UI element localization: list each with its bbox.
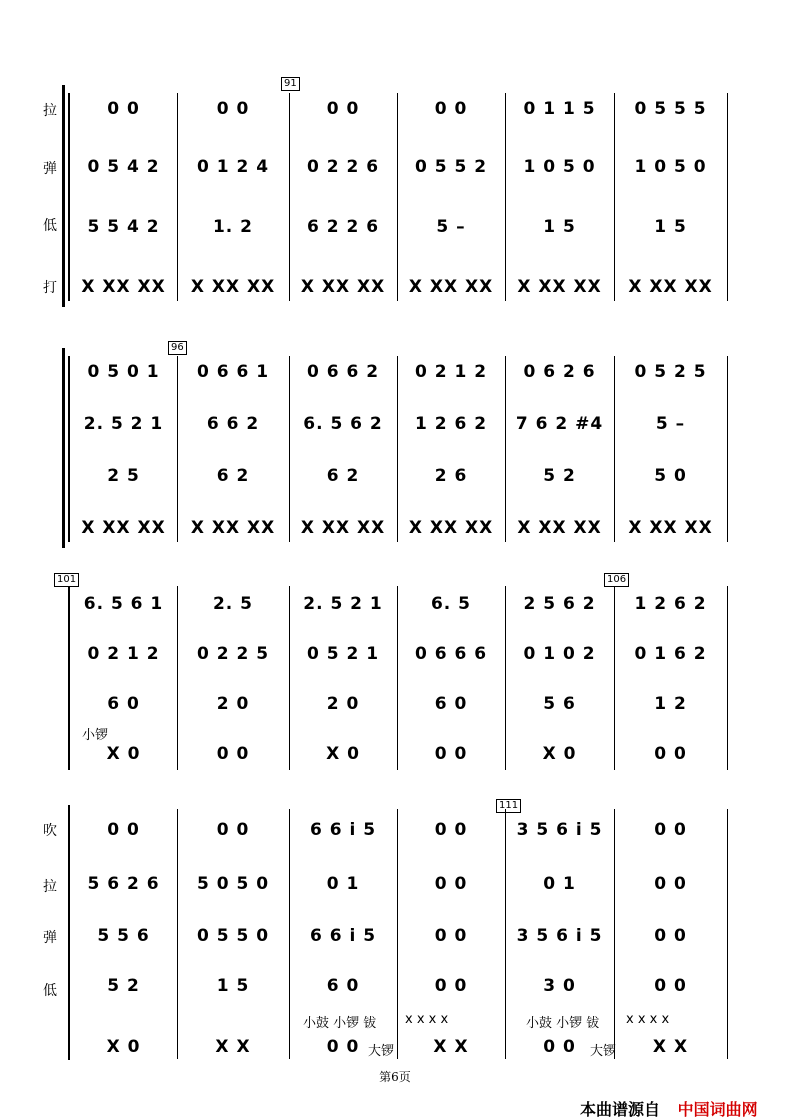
- measure-number: 91: [281, 77, 300, 91]
- instrument-annotation: 小锣: [82, 728, 109, 743]
- notation: 1 0 5 0: [634, 157, 707, 177]
- notation: 0 0: [107, 99, 140, 119]
- instrument-annotation: 大锣: [590, 1044, 617, 1059]
- page-number: 第6页: [379, 1070, 411, 1084]
- notation: 0 5 5 0: [196, 926, 270, 946]
- notation: 0 5 4 2: [87, 157, 160, 177]
- notation: 0 5 0 1: [87, 362, 160, 382]
- notation: X 0: [542, 744, 577, 764]
- notation: 0 6 6 2: [306, 362, 380, 382]
- notation: 0 2 2 6: [306, 157, 380, 177]
- notation: 6. 5 6 1: [83, 594, 164, 614]
- notation: 6. 5 6 2: [303, 414, 383, 434]
- part-label: 吹: [43, 823, 57, 839]
- notation: 6 6 i 5: [309, 820, 377, 840]
- notation: 2. 5 2 1: [303, 594, 383, 614]
- instrument-annotation: 小鼓 小锣 钹: [526, 1016, 600, 1031]
- notation: 0 0: [434, 744, 468, 764]
- part-label: 拉: [43, 879, 57, 895]
- staff-row: [70, 690, 727, 718]
- notation: 2 6: [434, 466, 468, 486]
- notation: 0 1 6 2: [634, 644, 707, 664]
- notation: 1 2 6 2: [634, 594, 707, 614]
- notation: 0 0: [654, 976, 687, 996]
- barline: [727, 809, 728, 1059]
- system-bracket: [62, 85, 65, 307]
- notation: 0 0: [434, 976, 468, 996]
- staff-row: [70, 273, 727, 301]
- watermark-left: 本曲谱源自: [580, 1100, 661, 1119]
- notation: 0 1: [543, 874, 576, 894]
- notation: 6 6 2: [206, 414, 260, 434]
- notation: 5 0: [654, 466, 687, 486]
- staff-row: [70, 358, 727, 386]
- percussion-annotation: x x x x: [405, 1012, 449, 1027]
- staff-row: [70, 870, 727, 898]
- notation: 1 5: [543, 217, 576, 237]
- notation: 7 6 2 #4: [515, 414, 604, 434]
- notation: 0 1 0 2: [523, 644, 596, 664]
- notation: X X: [433, 1037, 469, 1057]
- notation: 0 5 2 5: [634, 362, 707, 382]
- notation: 0 0: [654, 874, 687, 894]
- notation: 0 0: [434, 926, 468, 946]
- notation: 0 6 6 1: [196, 362, 270, 382]
- staff-row: [70, 462, 727, 490]
- notation: 3 0: [543, 976, 576, 996]
- notation: 0 1: [326, 874, 360, 894]
- watermark: [580, 1097, 758, 1119]
- staff-row: [70, 410, 727, 438]
- notation: X XX XX: [628, 277, 713, 297]
- notation: 2 0: [216, 694, 250, 714]
- notation: 5 2: [543, 466, 576, 486]
- notation: 3 5 6 i 5: [516, 926, 603, 946]
- notation: 0 0: [434, 874, 468, 894]
- system-bracket: [62, 348, 65, 548]
- notation: X XX XX: [517, 518, 602, 538]
- measure-number: 106: [604, 573, 629, 587]
- score-system-3: [0, 574, 790, 772]
- notation: X 0: [106, 744, 141, 764]
- notation: 1 5: [216, 976, 250, 996]
- notation: 0 0: [216, 99, 250, 119]
- notation: 2. 5: [212, 594, 254, 614]
- watermark-right: 中国词曲网: [677, 1100, 758, 1119]
- barline: [397, 93, 398, 301]
- instrument-annotation: 小鼓 小锣 钹: [303, 1016, 377, 1031]
- notation: 2 0: [326, 694, 360, 714]
- barline: [614, 93, 615, 301]
- staff-row: [70, 740, 727, 768]
- notation: X 0: [106, 1037, 141, 1057]
- part-label: 低: [43, 983, 57, 999]
- notation: X XX XX: [300, 277, 386, 297]
- staff-row: [70, 816, 727, 844]
- staff-row: [70, 1033, 727, 1061]
- score-system-1: [0, 78, 790, 310]
- notation: 0 6 2 6: [523, 362, 596, 382]
- notation: X XX XX: [408, 518, 494, 538]
- notation: X XX XX: [81, 518, 166, 538]
- notation: 0 0: [654, 820, 687, 840]
- staff-row: [70, 922, 727, 950]
- staff-row: [70, 514, 727, 542]
- barline: [727, 93, 728, 301]
- measure-number: 101: [54, 573, 79, 587]
- notation: X XX XX: [190, 518, 276, 538]
- notation: 5 –: [655, 414, 686, 434]
- system-line: [68, 93, 70, 301]
- part-label: 低: [43, 218, 57, 234]
- staff-row: [70, 590, 727, 618]
- notation: 2 5: [107, 466, 140, 486]
- notation: 0 0: [326, 99, 360, 119]
- notation: 0 0: [107, 820, 140, 840]
- part-label: 弹: [43, 930, 57, 946]
- staff-row: [70, 972, 727, 1000]
- notation: 0 2 1 2: [87, 644, 160, 664]
- staff-row: [70, 640, 727, 668]
- notation: 0 5 2 1: [306, 644, 380, 664]
- notation: 0 1 1 5: [523, 99, 596, 119]
- notation: 0 0: [216, 820, 250, 840]
- notation: 6 2: [326, 466, 360, 486]
- barline: [289, 93, 290, 301]
- notation: 0 2 1 2: [414, 362, 488, 382]
- notation: X XX XX: [300, 518, 386, 538]
- measure-number: 96: [168, 341, 187, 355]
- part-label: 拉: [43, 103, 57, 119]
- notation: 0 0: [654, 744, 687, 764]
- notation: 6 0: [434, 694, 468, 714]
- notation: 0 5 5 5: [634, 99, 707, 119]
- notation: 6 2: [216, 466, 250, 486]
- staff-row: [70, 153, 727, 181]
- notation: 3 5 6 i 5: [516, 820, 603, 840]
- notation: 0 6 6 6: [414, 644, 488, 664]
- notation: X X: [215, 1037, 251, 1057]
- notation: 6. 5: [430, 594, 472, 614]
- notation: 5 5 6: [97, 926, 150, 946]
- score-system-2: [0, 342, 790, 548]
- notation: 2. 5 2 1: [83, 414, 164, 434]
- measure-number: 111: [496, 799, 521, 813]
- notation: 1 2 6 2: [414, 414, 488, 434]
- notation: 0 2 2 5: [196, 644, 270, 664]
- instrument-annotation: 大锣: [368, 1044, 395, 1059]
- notation: 1 0 5 0: [523, 157, 596, 177]
- notation: 5 0 5 0: [196, 874, 270, 894]
- notation: 1 5: [654, 217, 687, 237]
- notation: 0 1 2 4: [196, 157, 270, 177]
- notation: X XX XX: [81, 277, 166, 297]
- notation: 6 0: [326, 976, 360, 996]
- notation: 5 6: [543, 694, 576, 714]
- staff-row: [70, 95, 727, 123]
- notation: X XX XX: [408, 277, 494, 297]
- notation: X X: [652, 1037, 689, 1057]
- notation: 5 6 2 6: [87, 874, 160, 894]
- score-system-4: [0, 800, 790, 1065]
- part-label: 打: [43, 280, 57, 296]
- notation: 0 5 5 2: [414, 157, 488, 177]
- notation: 6 6 i 5: [309, 926, 377, 946]
- notation: 6 0: [107, 694, 140, 714]
- notation: X XX XX: [190, 277, 276, 297]
- notation: 5 5 4 2: [87, 217, 160, 237]
- notation: X XX XX: [628, 518, 713, 538]
- notation: 6 2 2 6: [306, 217, 380, 237]
- notation: 0 0: [326, 1037, 360, 1057]
- percussion-annotation: x x x x: [626, 1012, 670, 1027]
- notation: X XX XX: [517, 277, 602, 297]
- part-label: 弹: [43, 161, 57, 177]
- barline: [505, 93, 506, 301]
- notation: 0 0: [543, 1037, 576, 1057]
- notation: 5 –: [436, 217, 466, 237]
- notation: 2 5 6 2: [523, 594, 596, 614]
- staff-row: [70, 213, 727, 241]
- notation: 1. 2: [212, 217, 254, 237]
- notation: 0 0: [434, 820, 468, 840]
- notation: 1 2: [654, 694, 687, 714]
- barline: [727, 356, 728, 542]
- barline: [177, 93, 178, 301]
- notation: X 0: [326, 744, 360, 764]
- barline: [727, 586, 728, 770]
- notation: 0 0: [654, 926, 687, 946]
- notation: 0 0: [434, 99, 468, 119]
- notation: 5 2: [107, 976, 140, 996]
- notation: 0 0: [216, 744, 250, 764]
